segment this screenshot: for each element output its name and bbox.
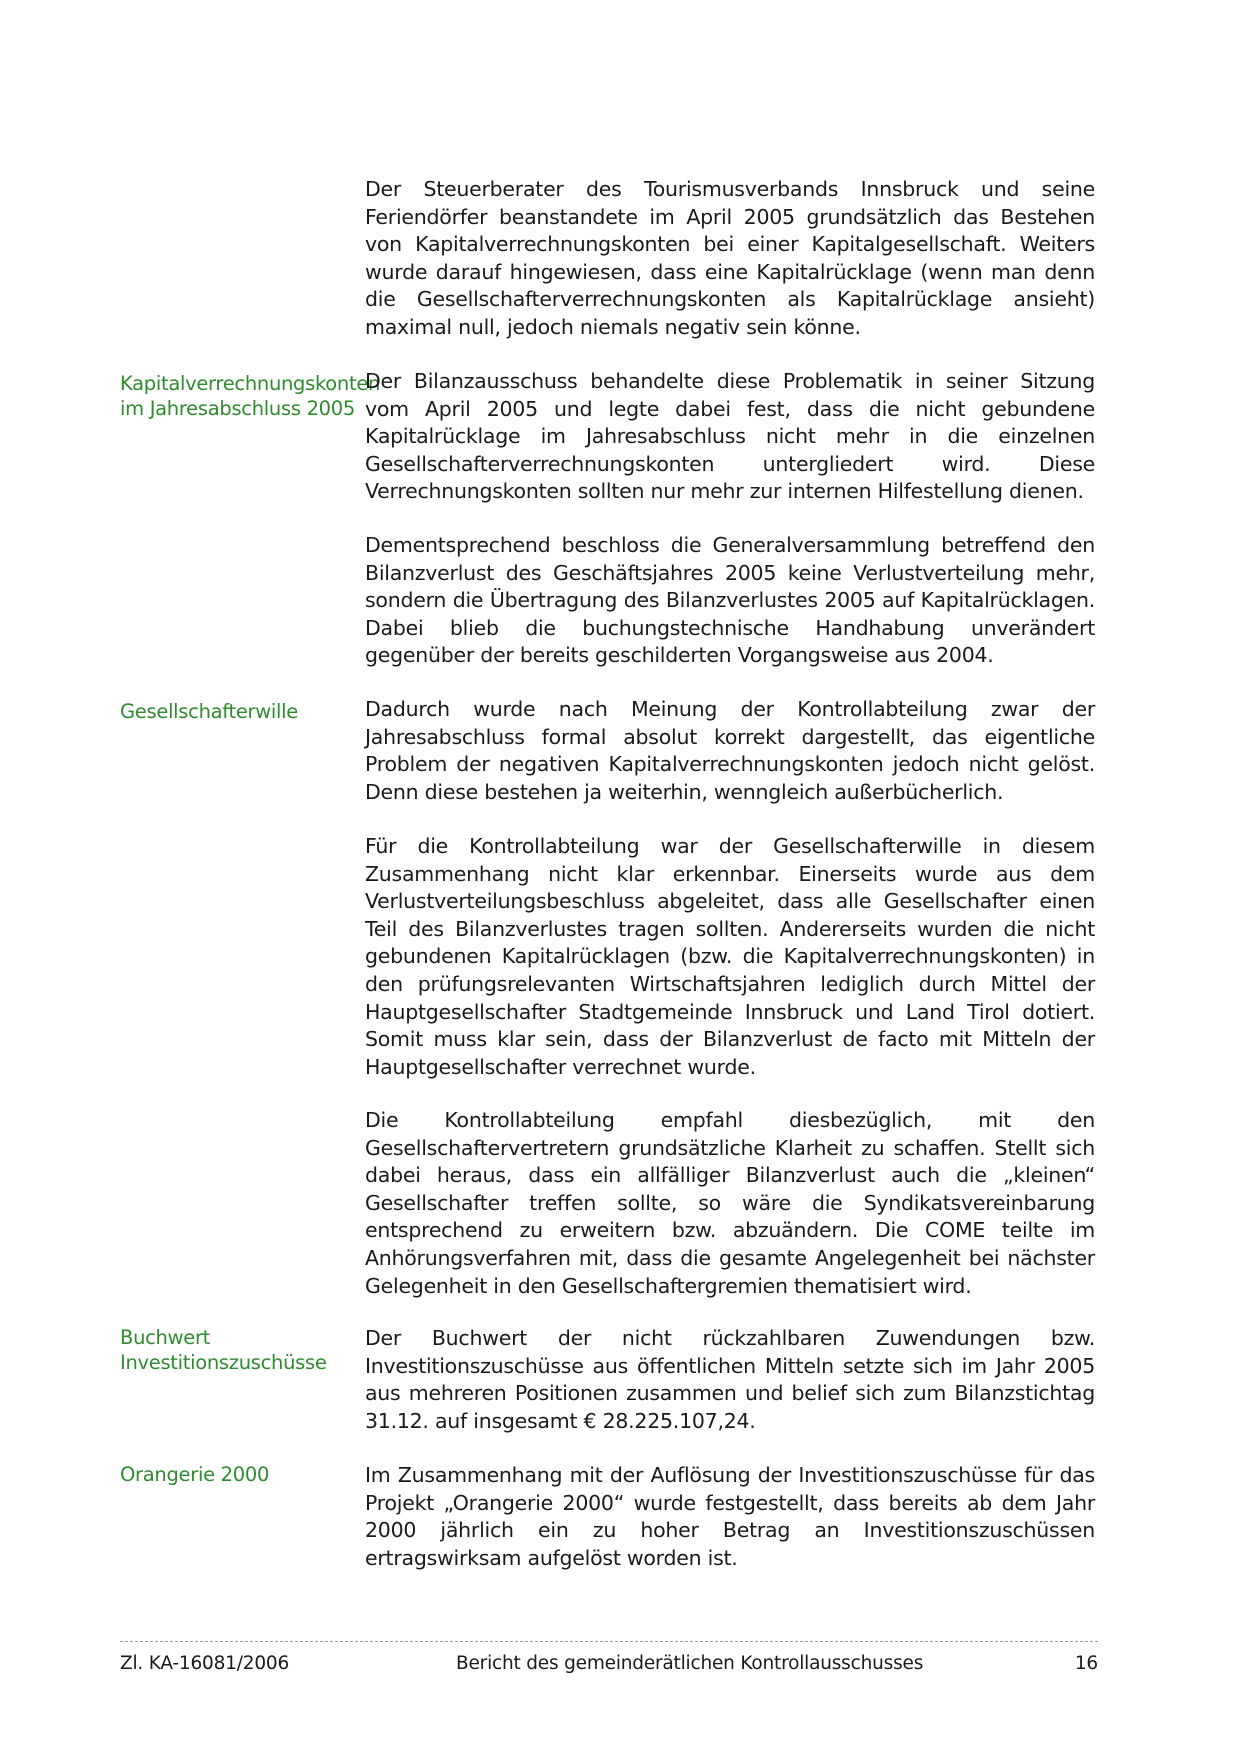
footer-page-number: 16: [1074, 1653, 1098, 1674]
footer-title: Bericht des gemeinderätlichen Kontrollausschusses: [456, 1653, 924, 1674]
side-label-buchwert: Buchwert Investitionszuschüsse: [120, 1326, 327, 1374]
footer-reference: Zl. KA-16081/2006: [120, 1653, 290, 1674]
footer-divider: [120, 1641, 1098, 1642]
body-paragraph-3: Dementsprechend beschloss die Generalversammlung betreffend den Bilanzverlust des Geschäftsjahres 2005 keine Verlustverteilung mehr, sondern die Übertragung des Bilanzverlustes 2005 auf Kapitalrücklagen. Dabei blieb die buchungstechnische Handhabung unverändert gegenüber der bereits geschilderten Vorgangsweise aus 2004.: [365, 533, 1095, 668]
side-label-gesellschafterwille: Gesellschafterwille: [120, 700, 298, 723]
body-paragraph-5: Für die Kontrollabteilung war der Gesellschafterwille in diesem Zusammenhang nicht klar erkennbar. Einerseits wurde aus dem Verlustverteilungsbeschluss abgeleitet, dass alle Gesellschafter einen Teil des Bilanzverlustes tragen sollten. Andererseits wurden die nicht gebundenen Kapitalrücklagen (bzw. die Kapitalverrechnungskonten) in den prüfungsrelevanten Wirtschaftsjahren lediglich durch Mittel der Hauptgesellschafter Stadtgemeinde Innsbruck und Land Tirol dotiert. Somit muss klar sein, dass der Bilanzverlust de facto mit Mitteln der Hauptgesellschafter verrechnet wurde.: [365, 834, 1095, 1079]
body-paragraph-1: Der Steuerberater des Tourismusverbands Innsbruck und seine Feriendörfer beanstandete im April 2005 grundsätzlich das Bestehen von Kapitalverrechnungskonten bei einer Kapitalgesellschaft. Weiters wurde darauf hingewiesen, dass eine Kapitalrücklage (wenn man denn die Gesellschafterverrechnungskonten als Kapitalrücklage ansieht) maximal null, jedoch niemals negativ sein könne.: [365, 177, 1095, 339]
side-label-kapitalverrechnungskonten: Kapitalverrechnungskonten im Jahresabschluss 2005: [120, 372, 381, 420]
body-paragraph-7: Der Buchwert der nicht rückzahlbaren Zuwendungen bzw. Investitionszuschüsse aus öffentlichen Mitteln setzte sich im Jahr 2005 aus mehreren Positionen zusammen und belief sich zum Bilanzstichtag 31.12. auf insgesamt € 28.225.107,24.: [365, 1326, 1095, 1433]
body-paragraph-6: Die Kontrollabteilung empfahl diesbezüglich, mit den Gesellschaftervertretern grundsätzliche Klarheit zu schaffen. Stellt sich dabei heraus, dass ein allfälliger Bilanzverlust auch die „kleinen“ Gesellschafter treffen sollte, so wäre die Syndikatsvereinbarung entsprechend zu erweitern bzw. abzuändern. Die COME teilte im Anhörungsverfahren mit, dass die gesamte Angelegenheit bei nächster Gelegenheit in den Gesellschaftergremien thematisiert wird.: [365, 1108, 1095, 1298]
body-paragraph-4: Dadurch wurde nach Meinung der Kontrollabteilung zwar der Jahresabschluss formal absolut korrekt dargestellt, das eigentliche Problem der negativen Kapitalverrechnungskonten jedoch nicht gelöst. Denn diese bestehen ja weiterhin, wenngleich außerbücherlich.: [365, 697, 1095, 804]
body-paragraph-2: Der Bilanzausschuss behandelte diese Problematik in seiner Sitzung vom April 2005 und legte dabei fest, dass die nicht gebundene Kapitalrücklage im Jahresabschluss nicht mehr in die einzelnen Gesellschafterverrechnungskonten untergliedert wird. Diese Verrechnungskonten sollten nur mehr zur internen Hilfestellung dienen.: [365, 369, 1095, 504]
side-label-orangerie: Orangerie 2000: [120, 1463, 270, 1486]
body-paragraph-8: Im Zusammenhang mit der Auflösung der Investitionszuschüsse für das Projekt „Orangerie 2000“ wurde festgestellt, dass bereits ab dem Jahr 2000 jährlich ein zu hoher Betrag an Investitionszuschüssen ertragswirksam aufgelöst worden ist.: [365, 1463, 1095, 1570]
